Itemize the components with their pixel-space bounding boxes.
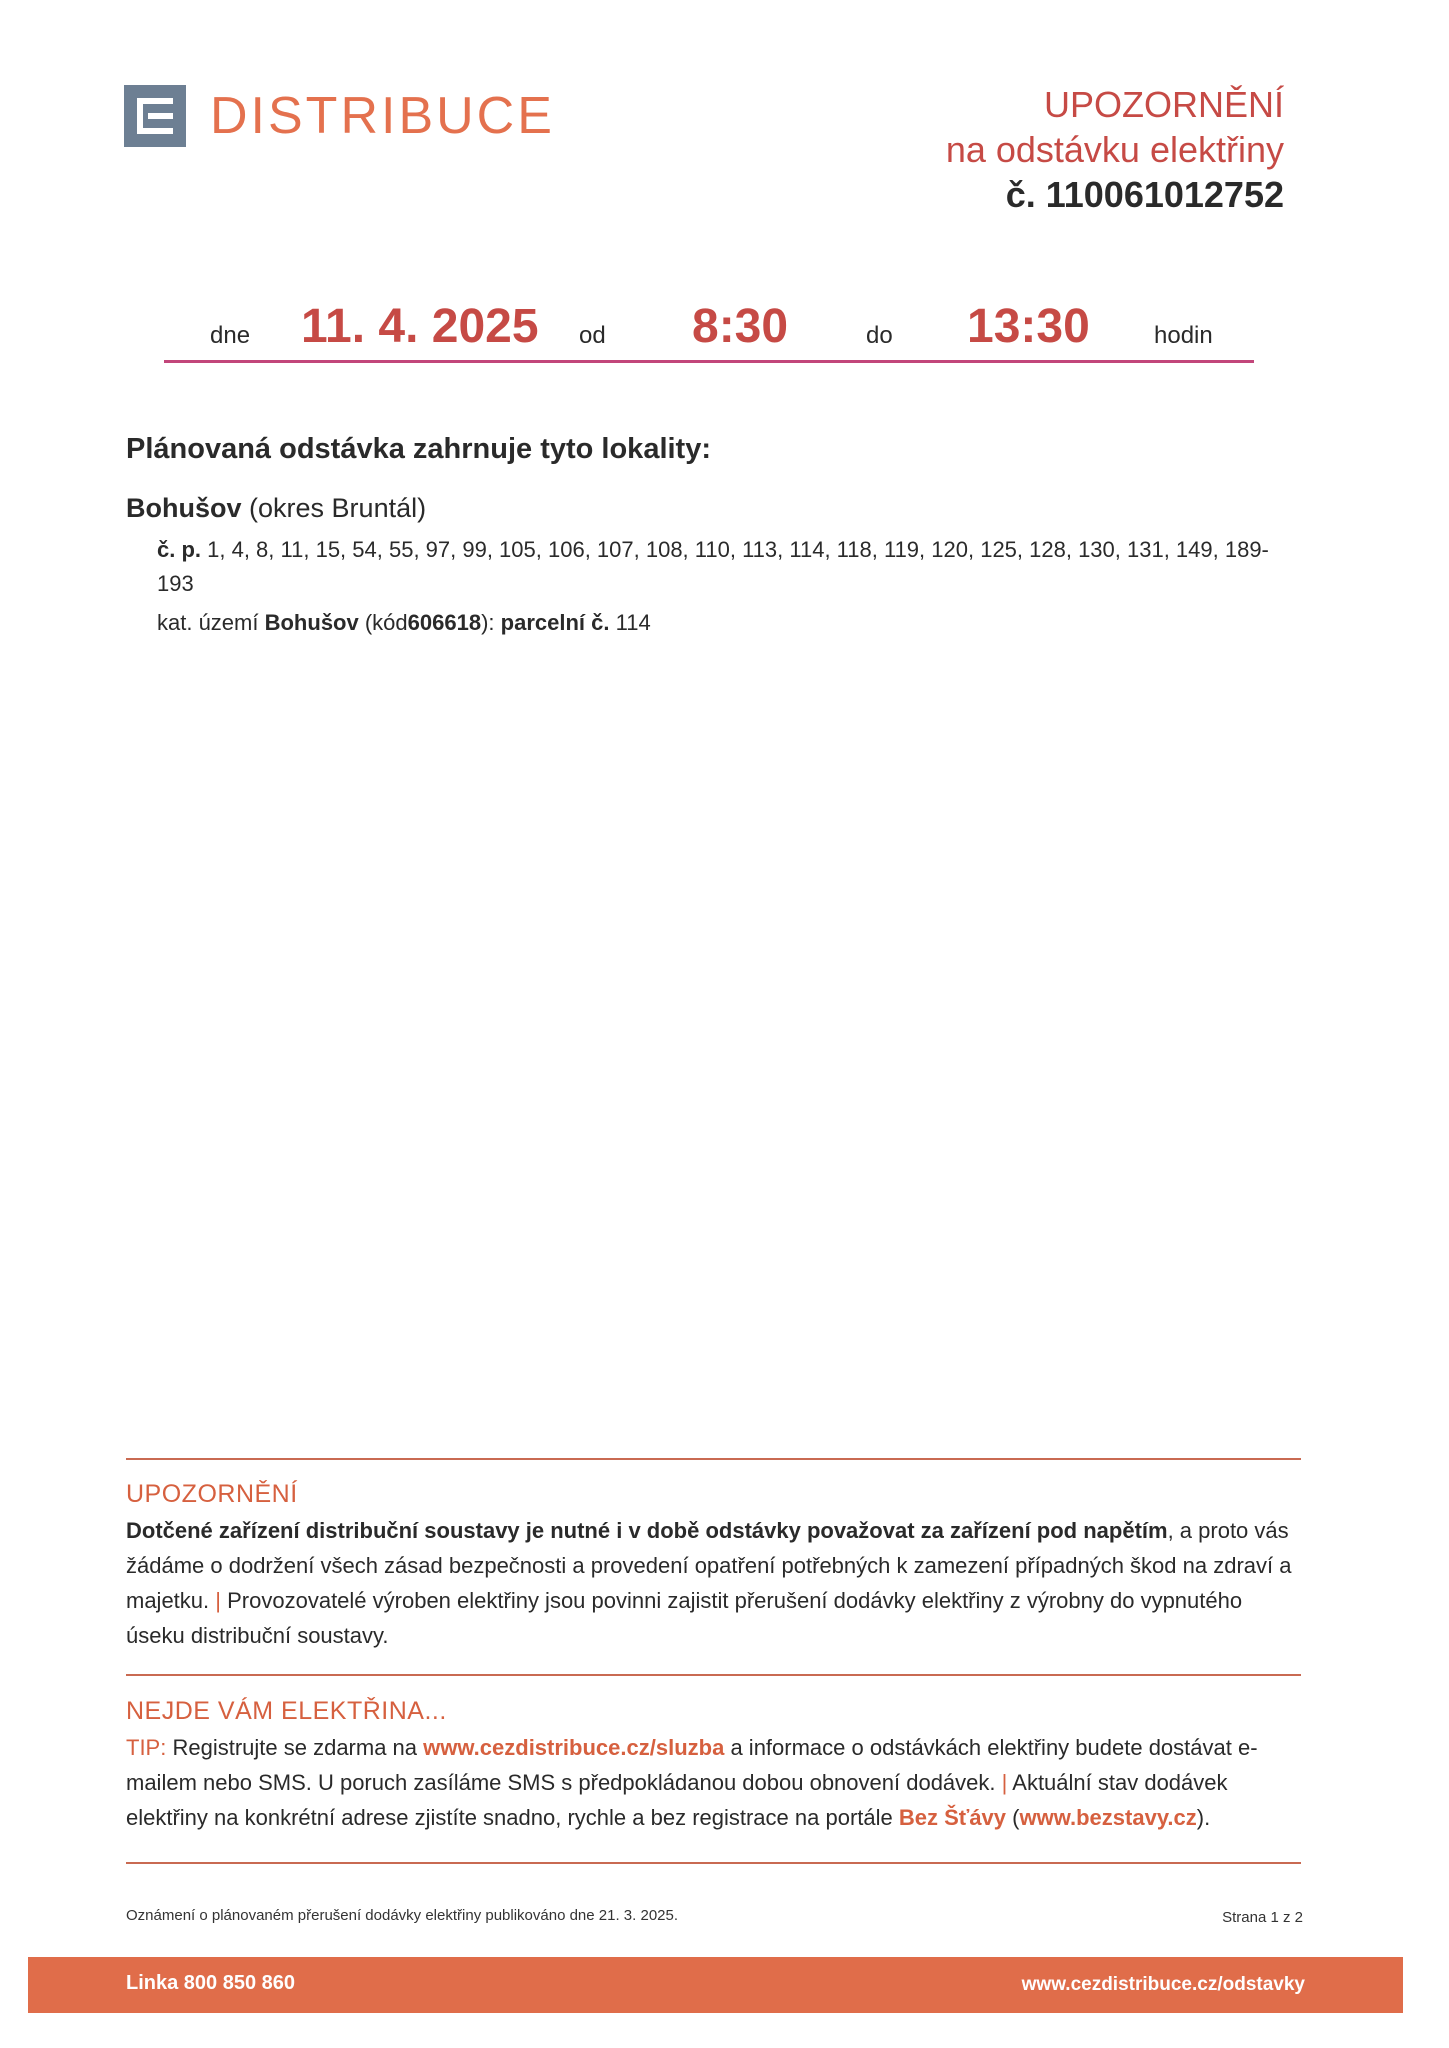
warning-text: , a proto vás žádáme o dodržení všech zásad bezpečnosti a provedení opatření potřebných k zamezení případných škod na zdraví a majetku. [126, 1518, 1292, 1613]
kat-parcel: 114 [615, 610, 651, 635]
hotline: Linka 800 850 860 [126, 1972, 296, 1994]
kat-prefix: kat. území [157, 610, 259, 635]
kat-parcel-label: parcelní č. [500, 610, 610, 635]
cadastral-info [157, 610, 651, 636]
town-name: Bohušov [126, 493, 242, 523]
from-label: od [579, 322, 606, 349]
separator: | [215, 1588, 221, 1613]
logo [124, 84, 555, 148]
paren-close: ). [1196, 1805, 1211, 1830]
kat-code-prefix: (kód [364, 610, 408, 635]
house-numbers [157, 533, 1287, 601]
notice-title [946, 82, 1284, 217]
cp-list: 1, 4, 8, 11, 15, 54, 55, 97, 99, 105, 106, 107, 108, 110, 113, 114, 118, 119, 120, 125, 128, 130, 131, 149, 189-193 [157, 537, 1269, 596]
paren-open: ( [1012, 1805, 1020, 1830]
kat-code: 606618 [407, 610, 482, 635]
tip-text-1: Registrujte se zdarma na [172, 1735, 418, 1760]
day-label: dne [210, 322, 251, 349]
tip-label: TIP: [126, 1735, 167, 1760]
hours-label: hodin [1154, 322, 1213, 349]
from-time: 8:30 [692, 300, 789, 353]
warning-bold-text: Dotčené zařízení distribuční soustavy je nutné i v době odstávky považovat za zařízení pod napětím [126, 1518, 1168, 1543]
locality-heading: Plánovaná odstávka zahrnuje tyto lokality: [126, 433, 711, 465]
notice-number: č. 110061012752 [1005, 174, 1284, 215]
to-time: 13:30 [967, 300, 1090, 353]
tip-title: NEJDE VÁM ELEKTŘINA... [126, 1697, 447, 1725]
to-label: do [866, 322, 893, 349]
footer-website-link[interactable]: www.cezdistribuce.cz/odstavky [1021, 1974, 1305, 1995]
separator: | [1001, 1770, 1008, 1795]
notice-title-line2: na odstávku elektřiny [945, 129, 1284, 170]
footer-bar [28, 1957, 1403, 2013]
registration-link[interactable]: www.cezdistribuce.cz/sluzba [423, 1735, 725, 1760]
published-note: Oznámení o plánovaném přerušení dodávky elektřiny publikováno dne 21. 3. 2025. [126, 1907, 679, 1924]
tip-text-3: Aktuální stav dodávek elektřiny na konkrétní adrese zjistíte snadno, rychle a bez registrace na portále [126, 1770, 1228, 1830]
warning-body [126, 1513, 1306, 1653]
schedule-line [164, 296, 1254, 363]
cp-label: č. p. [157, 537, 202, 562]
portal-link[interactable]: www.bezstavy.cz [1019, 1805, 1197, 1830]
divider [126, 1674, 1301, 1676]
warning-title: UPOZORNĚNÍ [126, 1480, 298, 1508]
town-district: (okres Bruntál) [249, 493, 427, 523]
kat-code-suffix: ): [481, 610, 495, 635]
town [126, 493, 426, 524]
logo-mark-icon [124, 85, 186, 147]
logo-text: DISTRIBUCE [210, 87, 555, 145]
divider [126, 1458, 1301, 1460]
tip-body [126, 1730, 1306, 1835]
outage-date: 11. 4. 2025 [301, 300, 539, 353]
kat-name: Bohušov [264, 610, 359, 635]
notice-title-line1: UPOZORNĚNÍ [1043, 84, 1284, 125]
portal-name: Bez Šťávy [898, 1805, 1007, 1830]
divider [126, 1862, 1301, 1864]
page-number: Strana 1 z 2 [1222, 1909, 1303, 1926]
warning-text-2: Provozovatelé výroben elektřiny jsou povinni zajistit přerušení dodávky elektřiny z výrobny do vypnutého úseku distribuční soustavy. [126, 1588, 1243, 1648]
tip-text-2: a informace o odstávkách elektřiny budete dostávat e-mailem nebo SMS. U poruch zasíláme SMS s předpokládanou dobou obnovení dodávek. [126, 1735, 1258, 1795]
